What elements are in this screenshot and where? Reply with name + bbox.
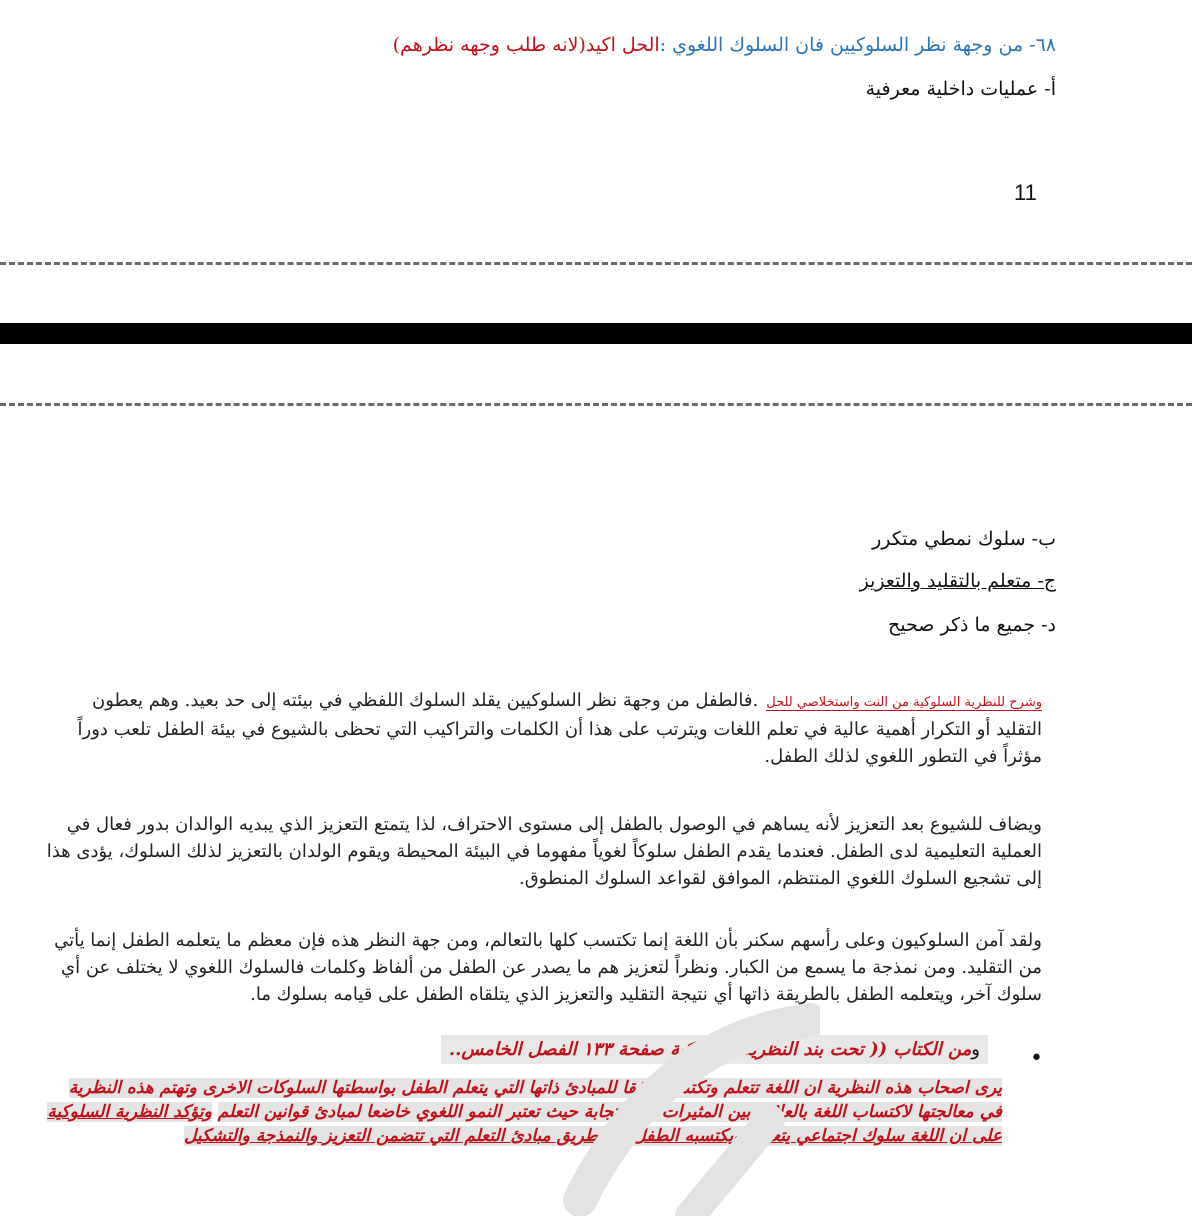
explanation-note: وشرح للنظرية السلوكية من النت واستخلاصي للحل	[766, 695, 1042, 710]
dashed-separator-top	[0, 262, 1192, 265]
option-b: ب- سلوك نمطي متكرر	[872, 528, 1056, 550]
dashed-separator-bottom	[0, 403, 1192, 406]
book-reference	[441, 1035, 988, 1064]
answer-note: الحل اكيد(لانه طلب وجهه نظرهم)	[392, 34, 660, 56]
book-quote	[42, 1076, 1002, 1148]
book-prefix: و	[971, 1039, 980, 1060]
option-c: ج- متعلم بالتقليد والتعزيز	[859, 570, 1056, 592]
bullet-icon: •	[1030, 1046, 1043, 1071]
page-number: 11	[1014, 180, 1037, 205]
explanation-paragraph-2: ويضاف للشيوع بعد التعزيز لأنه يساهم في الوصول بالطفل إلى مستوى الاحتراف، لذا يتمتع التعزيز الذي يبديه الوالدان بدور فعال في العملية التعليمية لدى الطفل. فعندما يقدم الطفل سلوكاً لغوياً مفهوما في البيئة المحيطة ويقوم الولدان بالتعزيز لذلك السلوك، يؤدى هذا إلى تشجيع السلوك اللغوي المنتظم، الموافق لقواعد السلوك المنطوق.	[46, 814, 1042, 889]
explanation-paragraph-1	[42, 687, 1042, 770]
book-quote-part-1: يرى اصحاب هذه النظرية ان اللغة تتعلم وتكتسب وفقا للمبادئ ذاتها التي يتعلم الطفل بواسطتها السلوكات الاخرى وتهتم هذه النظرية في معالجتها لاكتساب اللغة بالعلاقة بين المثيرات والاستجابة حيث تعتبر النمو اللغوي خاضعا لمبادئ قوانين التعلم	[68, 1078, 1002, 1122]
explanation-p1-text: .فالطفل من وجهة نظر السلوكيين يقلد السلوك اللفظي في بيئته إلى حد بعيد. وهم يعطون التقليد أو التكرار أهمية عالية في تعلم اللغات ويترتب على هذا أن الكلمات والتراكيب التي تحظى بالشيوع في بيئة الطفل تلعب دوراً مؤثراً في التطور اللغوي لذلك الطفل.	[77, 690, 1042, 767]
explanation-paragraph-3: ولقد آمن السلوكيون وعلى رأسهم سكنر بأن اللغة إنما تكتسب كلها بالتعالم، ومن جهة النظر هذه فإن معظم ما يتعلمه الطفل إنما يأتي من التقليد. ومن نمذجة ما يسمع من الكبار. ونظراً لتعزيز هم ما يصدر عن الطفل من ألفاظ وكلمات فالسلوك اللغوي لا يختلف عن أي سلوك آخر، ويتعلمه الطفل بالطريقة ذاتها أي نتيجة التقليد والتعزيز الذي يتلقاه الطفل على قيامه بسلوك ما.	[54, 930, 1042, 1005]
option-d: د- جميع ما ذكر صحيح	[888, 614, 1056, 636]
book-ref-text: من الكتاب (( تحت بند النظرية السلوكية صفحة ١٣٣ الفصل الخامس..	[448, 1039, 972, 1060]
option-a: أ- عمليات داخلية معرفية	[865, 78, 1056, 100]
question-text: ٦٨- من وجهة نظر السلوكيين فان السلوك اللغوي :	[659, 34, 1056, 56]
question-line	[56, 34, 1056, 56]
book-quote-part-2: وتؤكد النظرية السلوكية على ان اللغة سلوك اجتماعي يتعلمه ويكتسبه الطفل عن طريق مبادئ التعلم التي تتضمن التعزيز والنمذجة والتشكيل	[47, 1102, 1002, 1146]
page-break-bar	[0, 323, 1192, 344]
